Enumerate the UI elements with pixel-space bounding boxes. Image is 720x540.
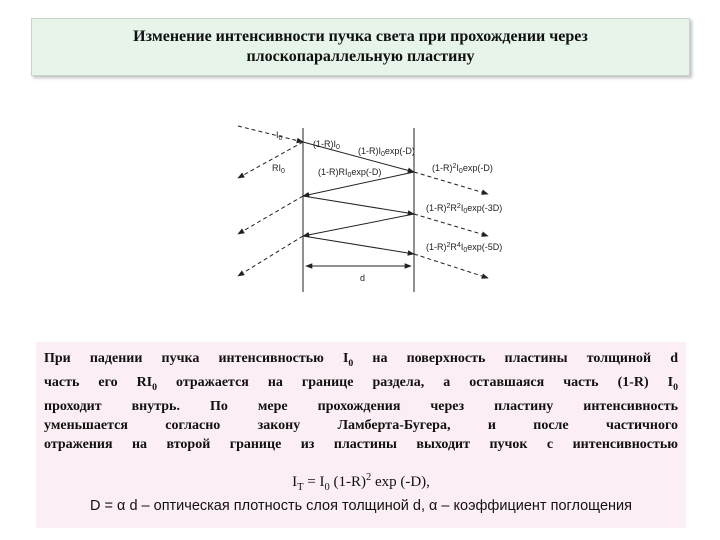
label-1-r-ri0-exp-d: $(1-R)RI_0\exp(-D)$ bbox=[318, 167, 382, 179]
label-1-r-i0-exp-d: $(1-R)I_0\exp(-D)$ bbox=[358, 146, 415, 158]
title-line-2: плоскопараллельную пластину bbox=[246, 48, 475, 65]
label-1-r-i0: $(1-R)I_0$ bbox=[313, 139, 340, 151]
label-i0: $I_0$ bbox=[276, 130, 283, 142]
internal-ray-4 bbox=[303, 214, 414, 236]
internal-ray-5 bbox=[303, 236, 414, 254]
transmitted-ray-3 bbox=[414, 254, 488, 278]
label-transmitted-1: $(1-R)^2I_0\exp(-D)$ bbox=[432, 163, 493, 175]
paragraph-line-2: часть его $RI_0$ отражается на границе раздела, а оставшаяся часть (1-R) $I_0$ bbox=[44, 374, 678, 393]
transmission-formula: $I_T = I_0$ $(1-R)^2$ exp (-D), bbox=[292, 471, 430, 493]
explanation-paragraph bbox=[44, 349, 678, 454]
transmitted-ray-2 bbox=[414, 214, 488, 236]
paragraph-line-5: отражения на второй границе из пластины выходит пучок с интенсивностью bbox=[44, 436, 678, 452]
optical-density-definition: D = α d – оптическая плотность слоя толщиной d, α – коэффициент поглощения bbox=[90, 497, 632, 514]
transmitted-ray-1 bbox=[414, 172, 488, 194]
paragraph-line-1: При падении пучка интенсивностью $I_0$ на поверхность пластины толщиной d bbox=[44, 351, 678, 369]
label-ri0: $RI_0$ bbox=[272, 163, 285, 175]
explanation-box bbox=[36, 342, 686, 528]
reflected-ray-2 bbox=[238, 196, 303, 234]
internal-ray-3 bbox=[303, 196, 414, 214]
reflected-ray-1 bbox=[238, 142, 303, 178]
label-transmitted-2: $(1-R)^2R^2I_0\exp(-3D)$ bbox=[426, 203, 503, 215]
title-line-1: Изменение интенсивности пучка света при прохождении через bbox=[133, 28, 588, 45]
incident-ray bbox=[238, 126, 303, 142]
reflected-ray-3 bbox=[238, 236, 303, 276]
paragraph-line-3: проходит внутрь. По мере прохождения через пластину интенсивность bbox=[44, 398, 678, 414]
label-thickness: d bbox=[360, 273, 366, 283]
label-transmitted-3: $(1-R)^2R^4I_0\exp(-5D)$ bbox=[426, 242, 503, 254]
paragraph-line-4: уменьшается согласно закону Ламберта-Бугера, и после частичного bbox=[44, 417, 678, 433]
